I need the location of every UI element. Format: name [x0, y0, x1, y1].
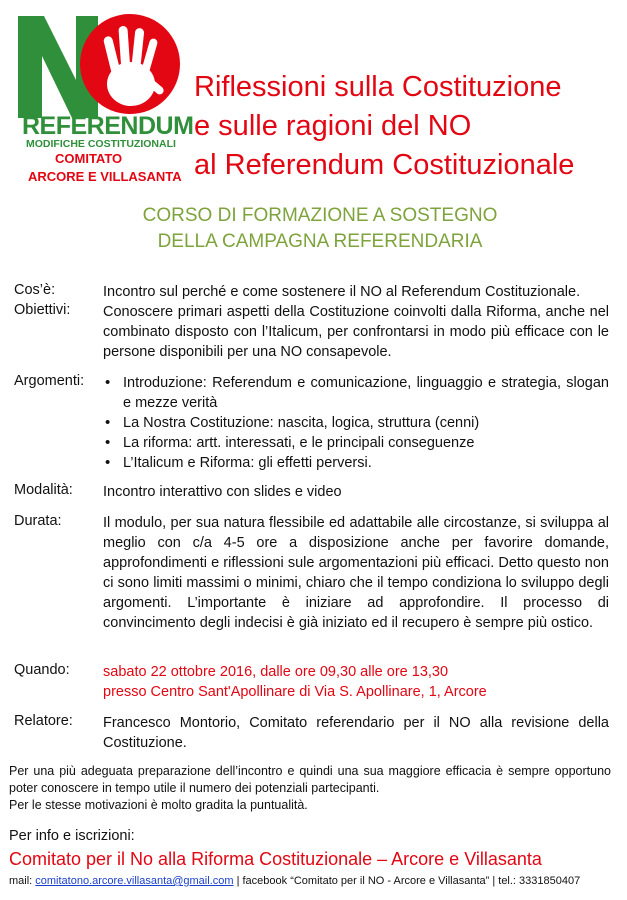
info-label: Per info e iscrizioni:: [9, 828, 135, 844]
email-link[interactable]: comitatono.arcore.villasanta@gmail.com: [35, 875, 234, 887]
list-item: • L’Italicum e Riforma: gli effetti perversi.: [103, 453, 609, 473]
logo-referendum-text: REFERENDUM: [22, 112, 194, 140]
no-hand-icon: [14, 10, 184, 122]
note-line-2: Per le stesse motivazioni è molto gradita la puntualità.: [9, 798, 308, 812]
relatore-text: Francesco Montorio, Comitato referendario per il NO alla revisione della Costituzione.: [103, 715, 609, 751]
durata-text: Il modulo, per sua natura flessibile ed adattabile alle circostanze, si sviluppa al meglio con c/a 4-5 ore a disposizione anche per favorire domande, approfondimenti e riflessioni sule argomentazioni più efficaci. Detto questo non ci sono limiti massimi o minimi, chiaro che il tempo condiziona lo sviluppo degli argomenti. L’importante è iniziare ad approfondire. Il processo di convincimento degli indecisi è già iniziato ed il recupero è sempre più ostico.: [103, 515, 609, 631]
quando-place: presso Centro Sant'Apollinare di Via S. Apollinare, 1, Arcore: [103, 684, 487, 700]
participation-note: [9, 763, 611, 814]
obiettivi-text: Conoscere primari aspetti della Costituzione coinvolti dalla Riforma, anche nel combinato disposto con l’Italicum, per confrontarsi in modo più efficace con le persone disponibili per una NO consapevole.: [103, 304, 609, 360]
cose-text: Incontro sul perché e come sostenere il NO al Referendum Costituzionale.: [103, 284, 581, 300]
page-title: [194, 68, 614, 185]
logo-comitato-text: COMITATO: [55, 151, 123, 166]
durata-label: Durata:: [14, 513, 62, 529]
cose-label: Cos’è:: [14, 282, 56, 298]
argomenti-label: Argomenti:: [14, 373, 85, 389]
obiettivi-label: Obiettivi:: [14, 302, 71, 318]
quando-date: sabato 22 ottobre 2016, dalle ore 09,30 alle ore 13,30: [103, 664, 449, 680]
modalita-text: Incontro interattivo con slides e video: [103, 484, 342, 500]
title-line-3: al Referendum Costituzionale: [194, 149, 575, 181]
relatore-label: Relatore:: [14, 713, 73, 729]
subtitle-line-2: DELLA CAMPAGNA REFERENDARIA: [157, 231, 483, 252]
list-item: • La riforma: artt. interessati, e le principali conseguenze: [103, 433, 609, 453]
info-organization: Comitato per il No alla Riforma Costituzionale – Arcore e Villasanta: [9, 849, 542, 869]
note-line-1: Per una più adeguata preparazione dell’incontro e quindi una sua maggiore efficacia è sempre opportuno poter conoscere in tempo utile il numero dei potenziali partecipanti.: [9, 764, 611, 795]
quando-label: Quando:: [14, 662, 70, 678]
modalita-label: Modalità:: [14, 482, 73, 498]
subtitle-line-1: CORSO DI FORMAZIONE A SOSTEGNO: [142, 205, 498, 226]
contact-footer: [9, 875, 580, 887]
list-item: • La Nostra Costituzione: nascita, logica, struttura (cenni): [103, 413, 609, 433]
title-line-2: e sulle ragioni del NO: [194, 110, 472, 142]
logo-modifiche-text: MODIFICHE COSTITUZIONALI: [26, 138, 176, 150]
facebook-phone-text: | facebook “Comitato per il NO - Arcore e Villasanta” | tel.: 3331850407: [233, 875, 581, 887]
list-item: • Introduzione: Referendum e comunicazione, linguaggio e strategia, slogan e mezze verità: [103, 373, 609, 413]
mail-label: mail:: [9, 875, 36, 887]
logo-towns-text: ARCORE E VILLASANTA: [28, 169, 182, 184]
argomenti-list: [103, 373, 609, 473]
course-subtitle: [40, 203, 600, 255]
title-line-1: Riflessioni sulla Costituzione: [194, 71, 562, 103]
